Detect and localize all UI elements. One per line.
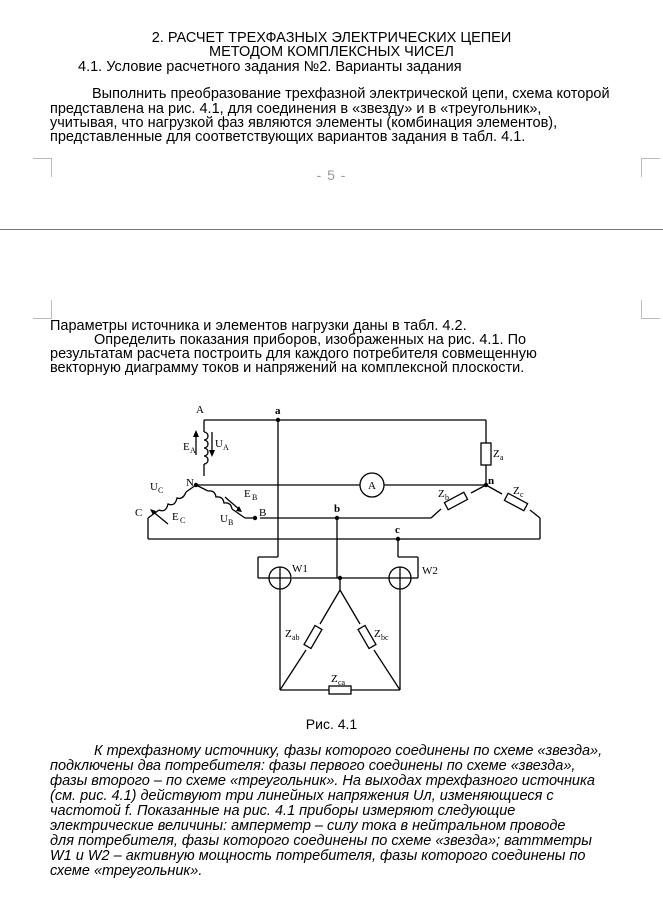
wire (530, 510, 540, 518)
body-line-7: для потребителя, фазы которого соединены по схеме «звезда»; ваттметры (50, 833, 592, 849)
wire (320, 590, 340, 624)
label-ea-sub: A (190, 446, 196, 455)
wire (374, 650, 400, 690)
title-line-2: МЕТОДОМ КОМПЛЕКСНЫХ ЧИСЕЛ (209, 44, 454, 60)
label-a: a (275, 405, 281, 417)
wire (431, 509, 441, 518)
label-c: c (395, 524, 400, 536)
label-zab-sub: ab (292, 633, 300, 642)
label-B: B (259, 507, 267, 519)
label-ea: E (183, 441, 190, 453)
body-line-4: (см. рис. 4.1) действуют три линейных напряжения Uл, изменяющиеся с (50, 788, 554, 804)
label-zca-sub: ca (338, 678, 346, 687)
intro-line-1: Выполнить преобразование трехфазной электрической цепи, схема которой (92, 86, 610, 102)
body-line-6: электрические величины: амперметр – силу тока в нейтральном проводе (50, 818, 566, 834)
label-n: n (488, 475, 495, 487)
params-line-2: Определить показания приборов, изображенных на рис. 4.1. По (94, 332, 527, 348)
label-ec: E (172, 511, 179, 523)
label-eb-sub: B (252, 493, 258, 502)
figure-caption: Рис. 4.1 (305, 716, 358, 732)
params-line-3: результатам расчета построить для каждого потребителя совмещенную (50, 346, 537, 362)
wire (280, 650, 306, 690)
resistor-zca (329, 686, 351, 694)
page-number: - 5 - (316, 167, 347, 183)
intro-line-4: представленные для соответствующих вариантов задания в табл. 4.1. (50, 129, 526, 145)
wire (471, 485, 486, 493)
label-N: N (186, 477, 194, 489)
label-ec-sub: C (180, 516, 186, 525)
junction (396, 537, 400, 541)
junction (194, 483, 198, 487)
resistor-zab (304, 625, 322, 648)
body-line-5: частотой f. Показанные на рис. 4.1 приборы измеряют следующие (50, 803, 516, 819)
label-zb: Z (438, 488, 445, 500)
label-A: A (196, 404, 204, 416)
label-b: b (334, 503, 341, 515)
label-eb: E (244, 488, 251, 500)
label-uc: U (150, 481, 158, 493)
arrowhead (193, 430, 199, 437)
label-ub-sub: B (228, 518, 234, 527)
resistor-za (481, 443, 491, 465)
label-zb-sub: b (445, 493, 449, 502)
terminal-b (253, 516, 257, 520)
label-ua-sub: A (223, 443, 229, 452)
junction (338, 576, 342, 580)
body-line-8: W1 и W2 – активную мощность потребителя, фазы которого соединены по (50, 848, 586, 864)
arrowhead (209, 450, 215, 457)
label-za: Z (493, 448, 500, 460)
label-zbc-sub: bc (381, 633, 389, 642)
label-zbc: Z (374, 628, 381, 640)
ammeter-label: A (368, 480, 376, 492)
body-line-1: К трехфазному источнику, фазы которого соединены по схеме «звезда», (94, 743, 603, 759)
label-ub: U (220, 513, 228, 525)
params-line-4: векторную диаграмму токов и напряжений на комплексной плоскости. (50, 360, 525, 376)
title-line-1: 2. РАСЧЕТ ТРЕХФАЗНЫХ ЭЛЕКТРИЧЕСКИХ ЦЕПЕИ (151, 30, 512, 46)
label-ua: U (215, 438, 223, 450)
body-line-9: схеме «треугольник». (50, 863, 203, 879)
body-line-3: фазы второго – по схеме «треугольник». На выходах трехфазного источника (50, 773, 595, 789)
label-zca: Z (331, 673, 338, 685)
section-subtitle: 4.1. Условие расчетного задания №2. Варианты задания (78, 59, 462, 75)
label-zab: Z (285, 628, 292, 640)
coil-phase-a (204, 432, 208, 464)
junction (276, 418, 280, 422)
junction (335, 516, 339, 520)
params-line-1: Параметры источника и элементов нагрузки даны в табл. 4.2. (50, 318, 467, 334)
label-C: C (135, 507, 143, 519)
label-w2: W2 (422, 565, 438, 577)
intro-line-2: представлена на рис. 4.1, для соединения в «звезду» и в «треугольник», (50, 101, 542, 117)
label-uc-sub: C (158, 486, 164, 495)
label-za-sub: a (500, 453, 504, 462)
wire (340, 590, 360, 624)
label-zc-sub: c (520, 490, 524, 499)
body-line-2: подключены два потребителя: фазы первого соединены по схеме «звезда», (50, 758, 576, 774)
label-w1: W1 (292, 563, 308, 575)
intro-line-3: учитывая, что нагрузкой фаз являются элементы (комбинация элементов), (50, 115, 558, 131)
label-zc: Z (513, 485, 520, 497)
